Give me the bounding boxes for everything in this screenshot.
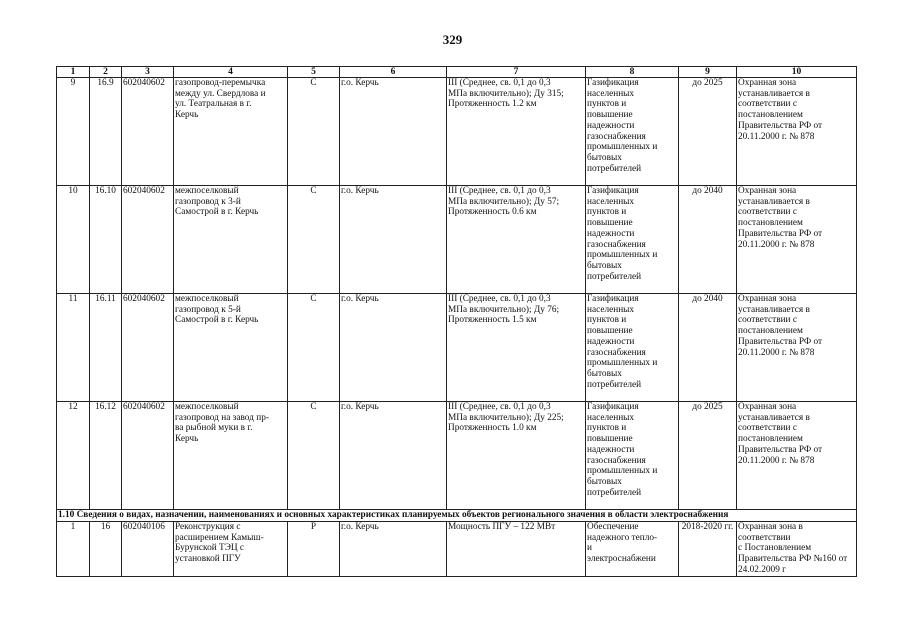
object-code: 602040602 [122,78,174,186]
object-name: межпоселковый газопровод к 5-й Самострой в г. Керчь [174,294,288,402]
table-row [57,186,857,294]
table-row [57,522,857,577]
column-header: 4 [174,67,288,78]
object-location: г.о. Керчь [340,402,447,510]
object-characteristics: III (Среднее, св. 0,1 до 0,3 МПа включительно); Ду 57; Протяженность 0.6 км [447,186,586,294]
object-code: 602040106 [122,522,174,577]
object-code: 602040602 [122,294,174,402]
object-protection-zone: Охранная зона устанавливается в соответствии с постановлением Правительства РФ от 20.11.2000 г. № 878 [737,294,857,402]
table-row [57,402,857,510]
object-name: Реконструкция с расширением Камыш- Бурунской ТЭЦ с установкой ПГУ [174,522,288,577]
object-deadline: до 2040 [679,186,737,294]
column-header: 7 [447,67,586,78]
object-protection-zone: Охранная зона устанавливается в соответствии с постановлением Правительства РФ от 20.11.2000 г. № 878 [737,402,857,510]
header-row [57,67,857,78]
object-number: 16.12 [90,402,122,510]
page-number: 329 [442,32,463,47]
object-characteristics: Мощность ПГУ – 122 МВт [447,522,586,577]
object-status: С [288,402,340,510]
column-header: 3 [122,67,174,78]
column-header: 10 [737,67,857,78]
object-deadline: до 2040 [679,294,737,402]
object-protection-zone: Охранная зона устанавливается в соответствии с постановлением Правительства РФ от 20.11.2000 г. № 878 [737,186,857,294]
object-number: 16.9 [90,78,122,186]
object-number: 16.11 [90,294,122,402]
section-title: 1.10 Сведения о видах, назначении, наименованиях и основных характеристиках планируемых объектов регионального значения в области электроснабжения [57,510,857,522]
row-number: 1 [57,522,90,577]
object-status: С [288,294,340,402]
object-deadline: до 2025 [679,78,737,186]
object-location: г.о. Керчь [340,78,447,186]
object-characteristics: III (Среднее, св. 0,1 до 0,3 МПа включительно); Ду 76; Протяженность 1.5 км [447,294,586,402]
column-header: 9 [679,67,737,78]
object-deadline: до 2025 [679,402,737,510]
object-code: 602040602 [122,186,174,294]
object-location: г.о. Керчь [340,186,447,294]
object-purpose: Газификация населенных пунктов и повышение надежности газоснабжения промышленных и бытовых потребителей [586,402,679,510]
row-number: 11 [57,294,90,402]
object-protection-zone: Охранная зона в соответствии с Постановлением Правительства РФ №160 от 24.02.2009 г [737,522,857,577]
object-name: межпоселковый газопровод к 3-й Самострой в г. Керчь [174,186,288,294]
row-number: 9 [57,78,90,186]
column-header: 8 [586,67,679,78]
object-purpose: Газификация населенных пунктов и повышение надежности газоснабжения промышленных и бытовых потребителей [586,294,679,402]
object-status: С [288,186,340,294]
row-number: 10 [57,186,90,294]
object-characteristics: III (Среднее, св. 0,1 до 0,3 МПа включительно); Ду 315; Протяженность 1.2 км [447,78,586,186]
object-purpose: Газификация населенных пунктов и повышение надежности газоснабжения промышленных и бытовых потребителей [586,78,679,186]
object-location: г.о. Керчь [340,522,447,577]
object-code: 602040602 [122,402,174,510]
object-name: газопровод-перемычка между ул. Свердлова и ул. Театральная в г. Керчь [174,78,288,186]
object-number: 16.10 [90,186,122,294]
object-status: С [288,78,340,186]
table-row [57,294,857,402]
object-name: межпоселковый газопровод на завод пр- ва рыбной муки в г. Керчь [174,402,288,510]
object-location: г.о. Керчь [340,294,447,402]
section-header-row [57,510,857,522]
column-header: 1 [57,67,90,78]
object-purpose: Газификация населенных пунктов и повышение надежности газоснабжения промышленных и бытовых потребителей [586,186,679,294]
object-deadline: 2018-2020 гг. [679,522,737,577]
planned-objects-table [56,66,857,577]
object-number: 16 [90,522,122,577]
object-characteristics: III (Среднее, св. 0,1 до 0,3 МПа включительно); Ду 225; Протяженность 1.0 км [447,402,586,510]
row-number: 12 [57,402,90,510]
table-row [57,78,857,186]
column-header: 6 [340,67,447,78]
object-purpose: Обеспечение надежного тепло- и электроснабжени [586,522,679,577]
object-protection-zone: Охранная зона устанавливается в соответствии с постановлением Правительства РФ от 20.11.2000 г. № 878 [737,78,857,186]
column-header: 2 [90,67,122,78]
column-header: 5 [288,67,340,78]
object-status: Р [288,522,340,577]
